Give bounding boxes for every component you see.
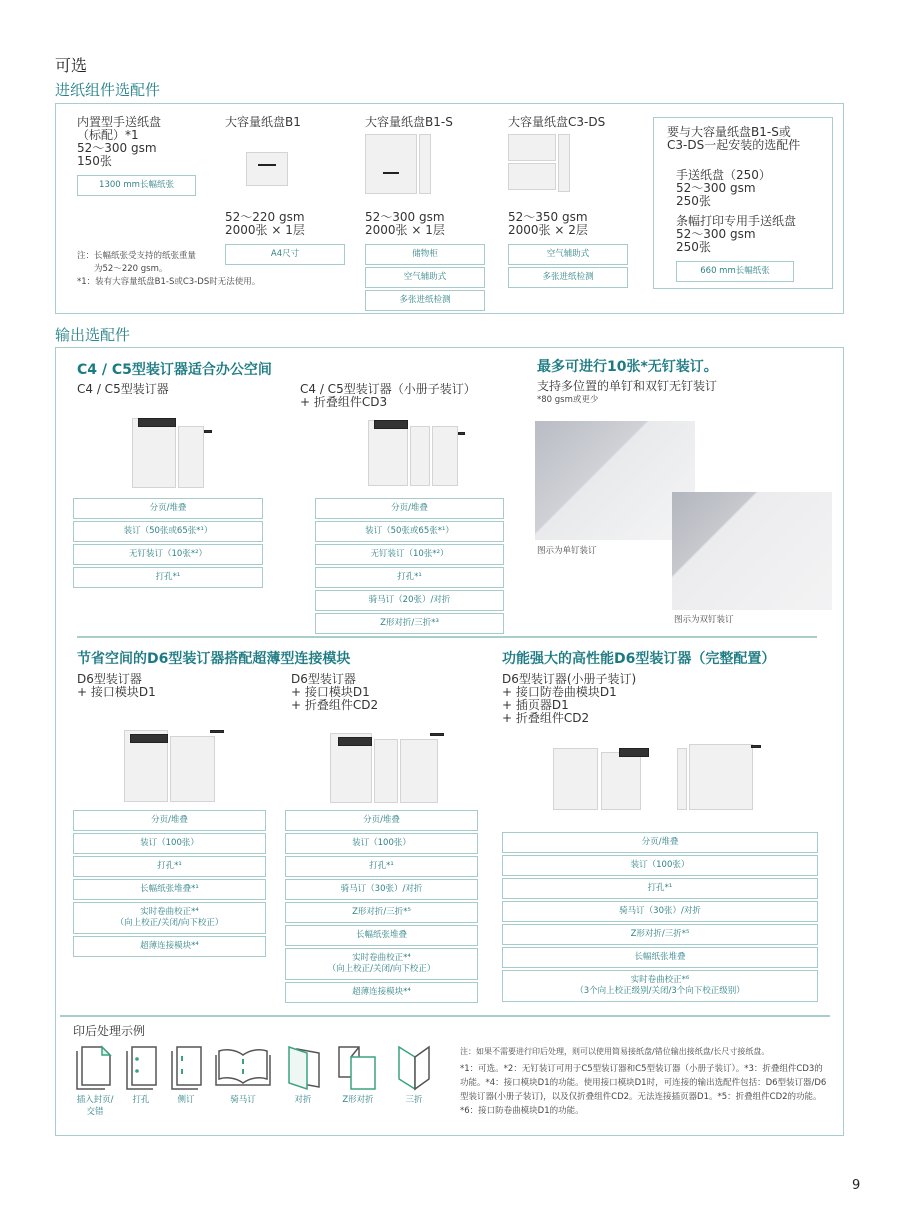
double-staple-caption: 图示为双钉装订 [674,615,734,625]
feature-tag: A4尺寸 [225,244,345,265]
c4c5-a-features [73,498,263,588]
c4c5-a-title: C4 / C5型装订器 [77,382,169,396]
feature-tag: 无钉装订（10张*²） [315,544,504,565]
feature-tag: Z形对折/三折*³ [315,613,504,634]
feature-tag: 装订（100张） [73,833,266,854]
feature-tag: 分页/堆叠 [502,832,818,853]
feature-tag: 打孔*¹ [285,856,478,877]
feature-tag: 660 mm长幅纸张 [676,261,794,282]
footnotes: *1：可选。*2：无钉装订可用于C5型装订器和C5型装订器（小册子装订）。*3：折叠组件CD3的功能。*4：接口模块D1的功能。使用接口模块D1时，可连接的输出选配件包括：D6型装订器/D6型装订器(小册子装订)，以及仅折叠组件CD2。无法连接插页器D1。*5：折叠组件CD2的功能。*6：接口防卷曲模块D1的功能。 [460,1064,827,1116]
d6-compact-heading: 节省空间的D6型装订器搭配超薄型连接模块 [77,651,351,667]
feature-tag: 装订（100张） [285,833,478,854]
divider [77,636,817,638]
addon-features [676,261,794,282]
feature-tag: 打孔*¹ [315,567,504,588]
hcf-b1s-title: 大容量纸盘B1-S [365,115,453,129]
addon-spec-2: 条幅打印专用手送纸盘 52～300 gsm 250张 [676,214,797,254]
feature-tag: Z形对折/三折*⁵ [502,924,818,945]
feature-tag: 打孔*¹ [73,856,266,877]
feature-tag: 分页/堆叠 [73,810,266,831]
stapleless-note: *80 gsm或更少 [537,395,599,405]
single-staple-caption: 图示为单钉装订 [537,546,597,556]
z-fold-icon [336,1045,380,1091]
d6-b-title: D6型装订器 + 接口模块D1 + 折叠组件CD2 [291,672,379,712]
hcf-c3ds-spec: 52～350 gsm 2000张 × 2层 [508,210,588,237]
example-label: 打孔 [132,1095,150,1105]
input-section-heading: 进纸组件选配件 [55,81,161,99]
hcf-b1s-spec: 52～300 gsm 2000张 × 1层 [365,210,445,237]
addon-spec-1: 手送纸盘（250） 52～300 gsm 250张 [676,168,771,208]
d6-full-heading: 功能强大的高性能D6型装订器（完整配置） [502,651,776,667]
feature-tag: 1300 mm长幅纸张 [77,175,196,196]
feature-tag: 分页/堆叠 [73,498,263,519]
bi-fold-icon [287,1045,327,1091]
hcf-b1-title: 大容量纸盘B1 [225,115,301,129]
example-label: 骑马订 [230,1095,256,1105]
tri-fold-icon [397,1045,437,1091]
feature-tag: 分页/堆叠 [315,498,504,519]
post-processing-note: 注：如果不需要进行印后处理，则可以使用简易接纸盘/错位输出接纸盘/长尺寸接纸盘。 [460,1047,770,1056]
manual-tray-features [77,175,196,196]
hcf-b1s-features [365,244,485,311]
stapleless-heading: 最多可进行10张*无钉装订。 [537,359,718,375]
punch-icon [125,1045,165,1091]
examples-heading: 印后处理示例 [73,1024,146,1038]
feature-tag: 装订（50张或65张*¹） [73,521,263,542]
d6-b-features [285,810,478,1003]
hcf-b1-spec: 52～220 gsm 2000张 × 1层 [225,210,305,237]
feature-tag: 打孔*¹ [73,567,263,588]
hcf-c3ds-features [508,244,628,288]
hcf-b1-features [225,244,345,265]
feature-tag: 分页/堆叠 [285,810,478,831]
double-staple-photo [672,492,832,610]
feature-tag: 多张进纸检测 [508,267,628,288]
example-label: 对折 [294,1095,312,1105]
example-label: Z形对折 [342,1095,374,1105]
feature-tag: 长幅纸张堆叠 [285,925,478,946]
feature-tag: 实时卷曲校正*⁶ （3个向上校正级别/关闭/3个向下校正级别） [502,970,818,1002]
page-number: 9 [852,1178,861,1193]
single-staple-photo [535,421,695,540]
example-label: 三折 [405,1095,423,1105]
feature-tag: 实时卷曲校正*⁴ （向上校正/关闭/向下校正） [73,902,266,934]
c4c5-b-title: C4 / C5型装订器（小册子装订） + 折叠组件CD3 [300,382,476,409]
stapleless-sub: 支持多位置的单钉和双钉无钉装订 [537,379,718,393]
feature-tag: 超薄连接模块*⁴ [73,936,266,957]
d6-full-features [502,832,818,1002]
feature-tag: 多张进纸检测 [365,290,485,311]
side-staple-icon [170,1045,210,1091]
feature-tag: 打孔*¹ [502,878,818,899]
divider [60,1015,830,1017]
feature-tag: 实时卷曲校正*⁴ （向上校正/关闭/向下校正） [285,948,478,980]
addon-title: 要与大容量纸盘B1-S或 C3-DS一起安装的选配件 [667,125,801,152]
insert-cover-icon [75,1045,115,1091]
feature-tag: 储物柜 [365,244,485,265]
feature-tag: 骑马订（30张）/对折 [285,879,478,900]
input-note: 注：长幅纸张受支持的纸张重量 为52～220 gsm。 *1：装有大容量纸盘B1-S或C3-DS时无法使用。 [77,251,261,287]
feature-tag: 长幅纸张堆叠 [502,947,818,968]
hcf-c3ds-title: 大容量纸盘C3-DS [508,115,606,129]
feature-tag: 无钉装订（10张*²） [73,544,263,565]
feature-tag: 骑马订（30张）/对折 [502,901,818,922]
d6-a-title: D6型装订器 + 接口模块D1 [77,672,156,699]
feature-tag: 装订（100张） [502,855,818,876]
feature-tag: 长幅纸张堆叠*¹ [73,879,266,900]
d6-a-features [73,810,266,957]
example-label: 侧订 [177,1095,195,1105]
c4c5-b-features [315,498,504,634]
page-title: 可选 [55,56,88,75]
manual-tray-title: 内置型手送纸盘 （标配）*1 52～300 gsm 150张 [77,115,162,168]
feature-tag: 骑马订（20张）/对折 [315,590,504,611]
feature-tag: 空气辅助式 [365,267,485,288]
c4c5-heading: C4 / C5型装订器适合办公空间 [77,362,272,378]
feature-tag: 空气辅助式 [508,244,628,265]
feature-tag: 超薄连接模块*⁴ [285,982,478,1003]
d6-full-title: D6型装订器(小册子装订) + 接口防卷曲模块D1 + 插页器D1 + 折叠组件CD2 [502,672,637,725]
example-label: 插入封页/ 交错 [76,1095,114,1117]
output-section-heading: 输出选配件 [55,326,131,344]
saddle-stitch-icon [213,1045,273,1091]
feature-tag: Z形对折/三折*⁵ [285,902,478,923]
feature-tag: 装订（50张或65张*¹） [315,521,504,542]
